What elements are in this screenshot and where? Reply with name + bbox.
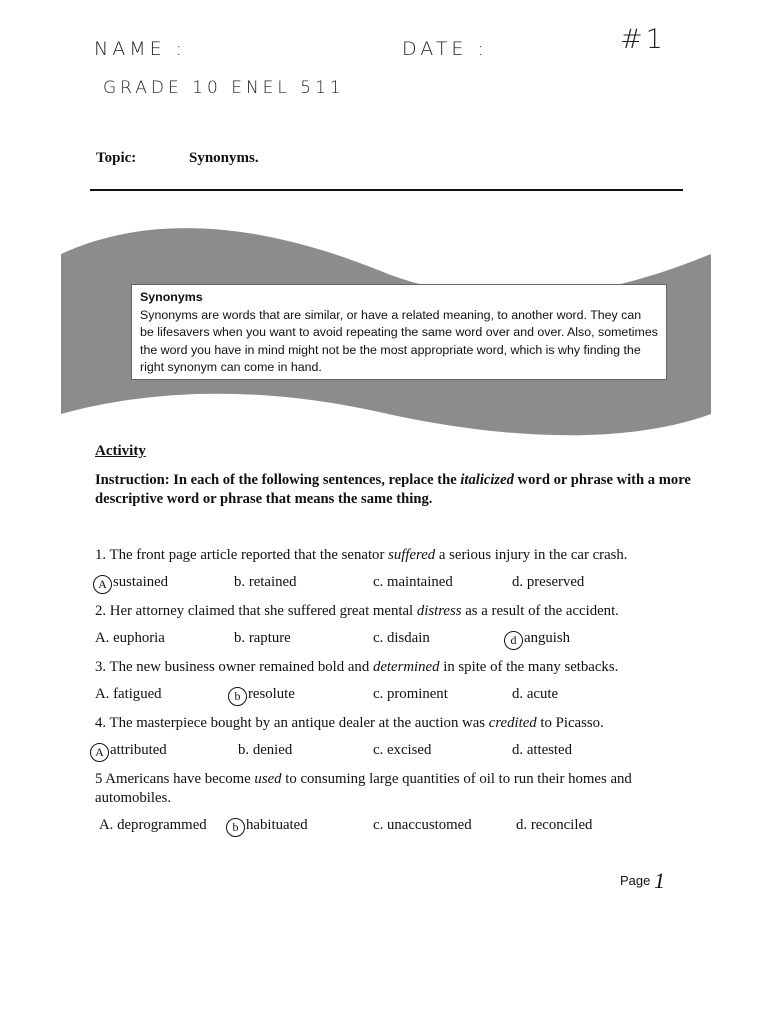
question-3-italic: determined	[372, 659, 440, 675]
q4-option-d-letter: d.	[512, 742, 524, 758]
q1-option-d-text: preserved	[526, 574, 585, 590]
q3-option-d-letter: d.	[512, 686, 524, 702]
q3-option-d	[512, 686, 558, 703]
info-box-text: Synonyms are words that are similar, or have a related meaning, to another word. They can be lifesavers when you want to avoid repeating the same word over and over. Also, sometimes the word you have in mind might not be the most appropriate word, which is why finding the right synonym can come in hand.	[140, 307, 658, 375]
q3-option-a	[95, 686, 162, 703]
q5-option-d-text: reconciled	[530, 817, 593, 833]
q2-option-a	[95, 630, 165, 647]
q5-option-b	[226, 817, 308, 837]
number-mark: #1	[620, 24, 666, 55]
q2-option-c-text: disdain	[386, 630, 430, 646]
q3-option-d-text: acute	[526, 686, 559, 702]
activity-heading: Activity	[95, 443, 146, 459]
q2-option-b	[234, 630, 291, 647]
question-4-pre: 4. The masterpiece bought by an antique dealer at the auction was	[95, 715, 489, 731]
q5-option-a	[99, 817, 207, 834]
topic-label: Topic:	[96, 150, 137, 166]
q1-option-d	[512, 574, 584, 591]
question-3-post: in spite of the many setbacks.	[439, 659, 619, 675]
question-1	[95, 546, 628, 565]
q2-option-d	[504, 630, 570, 650]
q3-option-c-letter: c.	[373, 686, 384, 702]
name-label: NAME :	[94, 38, 187, 60]
q1-option-d-letter: d.	[512, 574, 524, 590]
q1-option-b-text: retained	[248, 574, 297, 590]
q1-option-b-letter: b.	[234, 574, 246, 590]
q1-option-c-letter: c.	[373, 574, 384, 590]
q5-option-d	[516, 817, 592, 834]
q5-option-a-text: deprogrammed	[117, 817, 207, 833]
q3-option-a-letter: A.	[95, 686, 110, 702]
q3-option-b-text: resolute	[248, 686, 295, 702]
question-1-italic: suffered	[388, 547, 436, 563]
q4-option-c	[373, 742, 431, 759]
q1-option-c-text: maintained	[386, 574, 453, 590]
question-5-pre: 5 Americans have become	[95, 771, 255, 787]
answer-circle: b	[226, 818, 245, 837]
instruction-text	[95, 471, 705, 509]
q5-option-d-letter: d.	[516, 817, 528, 833]
q3-option-b	[228, 686, 295, 706]
q5-option-a-letter: A.	[99, 817, 114, 833]
question-3	[95, 658, 618, 677]
q2-option-c-letter: c.	[373, 630, 384, 646]
q4-option-d-text: attested	[526, 742, 573, 758]
q4-option-d	[512, 742, 572, 759]
q1-option-a-text: sustained	[113, 574, 169, 590]
q5-option-c-text: unaccustomed	[386, 817, 472, 833]
q4-option-a	[90, 742, 167, 762]
answer-circle: A	[93, 575, 112, 594]
page-number: 1	[654, 868, 665, 893]
q4-option-b-text: denied	[252, 742, 293, 758]
q2-option-c	[373, 630, 430, 647]
q2-option-a-letter: A.	[95, 630, 110, 646]
q2-option-d-text: anguish	[524, 630, 571, 646]
info-box	[131, 284, 667, 380]
question-4	[95, 714, 604, 733]
q2-option-b-letter: b.	[234, 630, 246, 646]
q5-option-c	[373, 817, 472, 834]
question-4-post: to Picasso.	[536, 715, 604, 731]
date-label: DATE :	[402, 38, 488, 60]
q5-option-b-text: habituated	[246, 817, 308, 833]
q3-option-c	[373, 686, 448, 703]
q4-option-c-text: excised	[386, 742, 432, 758]
q5-option-c-letter: c.	[373, 817, 384, 833]
instruction-italic: italicized	[460, 472, 514, 488]
answer-circle: d	[504, 631, 523, 650]
divider-rule	[90, 189, 683, 191]
question-2-post: as a result of the accident.	[461, 603, 619, 619]
q1-option-c	[373, 574, 453, 591]
q4-option-a-text: attributed	[110, 742, 167, 758]
question-4-italic: credited	[488, 715, 537, 731]
q4-option-b	[238, 742, 292, 759]
topic-value: Synonyms.	[189, 150, 259, 166]
instruction-post: word or phrase with a more descriptive word or phrase that means the same thing.	[95, 472, 691, 507]
question-1-pre: 1. The front page article reported that the senator	[95, 547, 389, 563]
question-5	[95, 770, 685, 808]
question-3-pre: 3. The new business owner remained bold and	[95, 659, 373, 675]
q4-option-c-letter: c.	[373, 742, 384, 758]
q3-option-c-text: prominent	[386, 686, 448, 702]
question-5-post: to consuming large quantities of oil to run their homes and automobiles.	[95, 771, 632, 806]
question-2	[95, 602, 619, 621]
q2-option-b-text: rapture	[248, 630, 291, 646]
instruction-pre: Instruction: In each of the following sentences, replace the	[95, 472, 461, 488]
question-1-post: a serious injury in the car crash.	[435, 547, 628, 563]
q1-option-a	[93, 574, 168, 594]
q3-option-a-text: fatigued	[113, 686, 162, 702]
info-box-title: Synonyms	[140, 290, 203, 304]
q1-option-b	[234, 574, 296, 591]
page-label: Page	[620, 873, 651, 888]
question-2-pre: 2. Her attorney claimed that she suffered great mental	[95, 603, 417, 619]
question-5-italic: used	[254, 771, 282, 787]
question-2-italic: distress	[416, 603, 462, 619]
answer-circle: A	[90, 743, 109, 762]
answer-circle: b	[228, 687, 247, 706]
q2-option-a-text: euphoria	[113, 630, 165, 646]
grade-line: GRADE 10 ENEL 511	[103, 78, 345, 98]
q4-option-b-letter: b.	[238, 742, 250, 758]
